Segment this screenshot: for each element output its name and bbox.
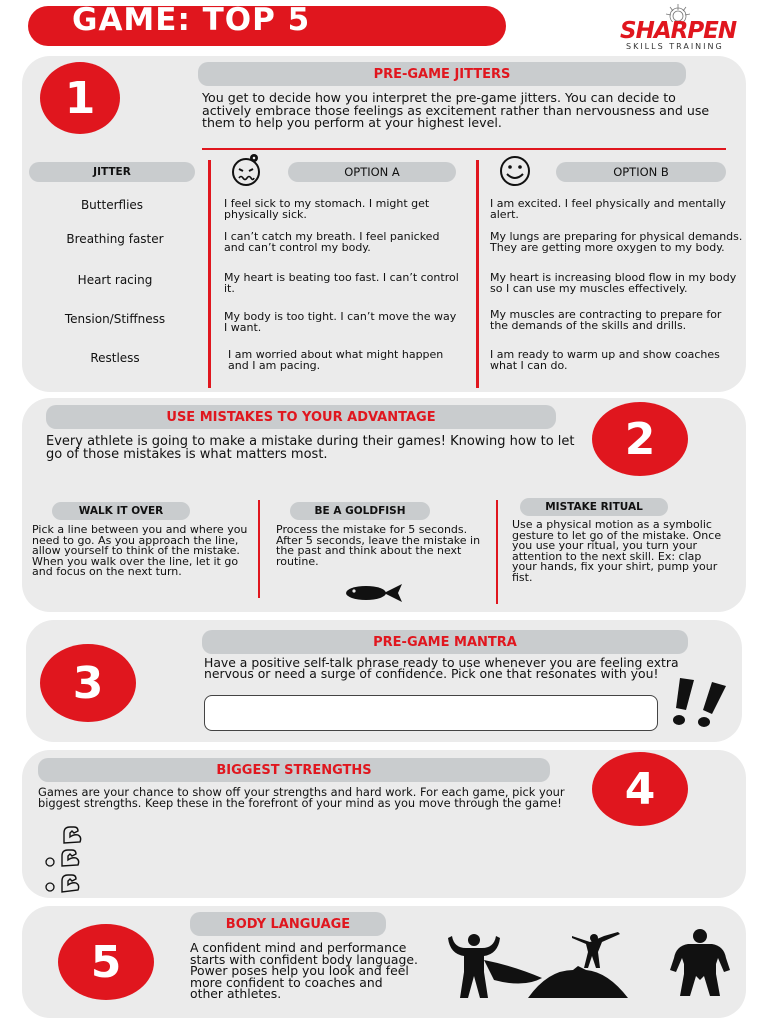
jitter-heart: Heart racing [77,273,153,287]
option-a-text: I feel sick to my stomach. I might get physically sick. [224,197,430,221]
flexed-arm-icon [44,872,84,894]
walk-it-over-text: Pick a line between you and where you need to go. As you approach the line, allow yourself to think of the mistake. When you walk over the line, let it go and focus on the next turn. [32,523,248,578]
walk-it-over-pill [52,502,190,520]
be-a-goldfish-title: BE A GOLDFISH [314,505,406,517]
step-number-5: 5 [58,924,154,1000]
column-divider [476,160,479,388]
col-header-option-a [288,162,456,182]
column-divider [258,500,260,598]
step-number-4: 4 [592,752,688,826]
jitter-butterflies: Butterflies [80,198,144,212]
section-heading: USE MISTAKES TO YOUR ADVANTAGE [166,409,436,425]
option-b-text: I am ready to warm up and show coaches what I can do. [490,348,720,372]
section-heading-pill [202,630,688,654]
col-header-option-a-label: OPTION A [344,165,400,179]
section-heading-pill [46,405,556,429]
jitter-breathing: Breathing faster [66,232,164,246]
option-b-text: My heart is increasing blood flow in my body so I can use my muscles effectively. [490,271,737,295]
section-heading: PRE-GAME MANTRA [373,634,517,650]
option-a-text: My body is too tight. I can’t move the way I want. [224,310,457,334]
strengths-text: Games are your chance to show off your strengths and hard work. For each game, pick your biggest strengths. Keep these in the forefront of your mind as you move through the game! [38,785,565,810]
jitters-intro: You get to decide how you interpret the pre-game jitters. You can decide to actively embrace those feelings as excitement rather than nervousness and use them to help you perform at your highest level. [202,90,710,131]
section-heading: BIGGEST STRENGTHS [216,762,372,778]
section-heading-pill [190,912,386,936]
mistake-ritual-title: MISTAKE RITUAL [545,501,643,513]
page-title: GAME: TOP 5 [72,2,311,38]
section-heading: PRE-GAME JITTERS [373,66,511,82]
column-divider [496,500,498,604]
column-divider [208,160,211,388]
option-a-text: I am worried about what might happen and I am pacing. [228,348,444,372]
section-heading: BODY LANGUAGE [225,916,351,932]
option-b-text: My muscles are contracting to prepare for the demands of the skills and drills. [490,308,722,332]
option-a-text: I can’t catch my breath. I feel panicked and can’t control my body. [224,230,440,254]
power-pose-icon [528,930,628,998]
flexed-arm-icon [60,825,84,845]
fish-icon [344,582,404,604]
smiley-face-icon [497,154,533,188]
exclamation-icon [668,676,732,728]
power-pose-icon [664,928,736,998]
step-number-1: 1 [40,62,120,134]
col-header-option-b-label: OPTION B [613,165,669,179]
be-a-goldfish-text: Process the mistake for 5 seconds. After 5 seconds, leave the mistake in the past and think about the next routine. [276,523,481,568]
jitter-restless: Restless [90,351,140,365]
jitter-tension: Tension/Stiffness [64,312,166,326]
body-language-text: A confident mind and performance starts with confident body language. Power poses help you look and feel more confident to coaches and other athletes. [190,940,418,1002]
option-a-text: My heart is beating too fast. I can’t control it. [224,271,459,295]
flexed-arm-icon [44,848,84,868]
mistakes-intro: Every athlete is going to make a mistake during their games! Knowing how to let go of those mistakes is what matters most. [46,434,575,462]
logo-wordmark: SHARPEN [620,18,737,44]
option-b-text: I am excited. I feel physically and mentally alert. [490,197,726,221]
col-header-jitter [29,162,195,182]
logo-tagline: SKILLS TRAINING [626,42,724,51]
step-number-2: 2 [592,402,688,476]
sick-face-icon [228,152,264,188]
walk-it-over-title: WALK IT OVER [78,505,164,517]
option-b-text: My lungs are preparing for physical demands. They are getting more oxygen to my body. [490,230,743,254]
section-heading-pill [198,62,686,86]
step-number-3: 3 [40,644,136,722]
col-header-option-b [556,162,726,182]
mistake-ritual-pill [520,498,668,516]
section-heading-pill [38,758,550,782]
sharpen-logo [618,4,748,54]
mantra-input-box[interactable] [204,695,658,731]
be-a-goldfish-pill [290,502,430,520]
mantra-text: Have a positive self-talk phrase ready to use whenever you are feeling extra nervous or need a surge of confidence. Pick one that resonates with you! [204,655,679,682]
mistake-ritual-text: Use a physical motion as a symbolic gesture to let go of the mistake. Once you use your ritual, you turn your attention to the next skill. Ex: clap your hands, fix your shirt, pump your fist. [512,518,722,584]
col-header-jitter-label: JITTER [93,166,131,178]
divider [202,148,726,150]
